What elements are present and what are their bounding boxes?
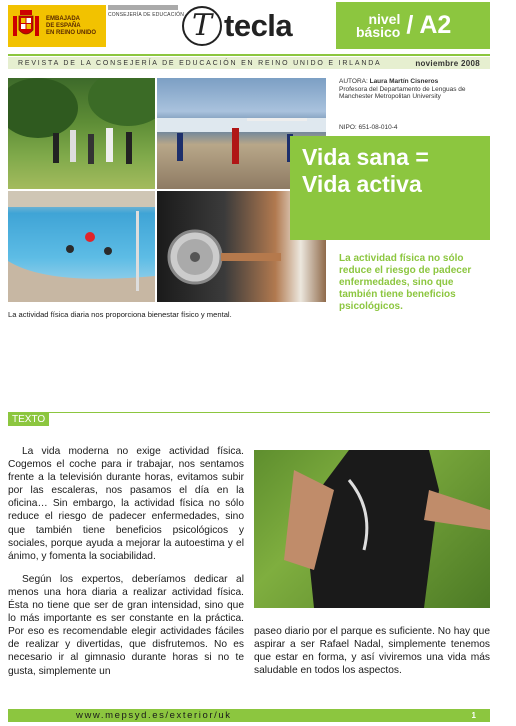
footer-bar — [8, 709, 490, 722]
author-label: AUTORA: — [339, 78, 368, 85]
revista-divider — [8, 54, 490, 56]
article-lead: La actividad física no sólo reduce el riesgo de padecer enfermedades, sino que también tiene beneficios psicológicos. — [339, 253, 472, 312]
header-gray-bar — [108, 5, 178, 10]
photo-swimming-pool — [8, 191, 155, 302]
photo-park-exercise — [8, 78, 155, 189]
text-column-left — [8, 445, 244, 688]
paragraph-1: La vida moderna no exige actividad física. Cogemos el coche para ir trabajar, nos sentamos frente a la televisión durante horas, evitamos subir por las escaleras, nos pasamos el día en la oficina… Sin embargo, la actividad física no sólo reduce el riesgo de padecer enfermedades, sino que también tiene beneficios psicológicos y sociales, porque ayuda a mejorar la autoestima y el ánimo, y fomenta la sociabilidad. — [8, 446, 244, 562]
tecla-t-icon: T — [182, 6, 222, 46]
level-code: / A2 — [406, 11, 452, 39]
revista-title: REVISTA DE LA CONSEJERÍA DE EDUCACIÓN EN REINO UNIDO E IRLANDA — [18, 59, 382, 67]
nipo-code: NIPO: 651-08-010-4 — [339, 124, 398, 131]
paragraph-3: paseo diario por el parque es suficiente. No hay que aspirar a ser Rafael Nadal, simplemente tenemos que estar en forma, y así viviremos una vida más saludable en todos los aspectos. — [254, 626, 490, 677]
consejeria-label: CONSEJERÍA DE EDUCACIÓN — [108, 12, 185, 18]
embassy-name: EMBAJADA DE ESPAÑA EN REINO UNIDO — [46, 15, 97, 36]
photo-collage — [8, 78, 326, 302]
tecla-logo — [182, 4, 317, 48]
author-role: Profesora del Departamento de Lenguas de Manchester Metropolitan University — [339, 85, 466, 100]
tecla-wordmark: tecla — [224, 8, 293, 43]
author-name: Laura Martín Cisneros — [369, 78, 439, 85]
footer-url[interactable]: www.mepsyd.es/exterior/uk — [76, 710, 232, 721]
section-label: TEXTO — [8, 413, 49, 426]
section-divider — [8, 412, 490, 413]
level-label: nivel básico — [356, 10, 401, 40]
author-block — [339, 78, 491, 101]
page-number: 1 — [471, 711, 476, 720]
photo-caption: La actividad física diaria nos proporciona bienestar físico y mental. — [8, 310, 232, 319]
revista-bar — [8, 57, 490, 69]
level-badge — [336, 2, 490, 49]
paragraph-2: Según los expertos, deberíamos dedicar al menos una hora diaria a realizar actividad física. Ésta no tiene que ser de gran intensidad, sino que lo más importante es ser constante en la práctica. Por eso es recomendable elegir actividades fáciles de realizar y divertidas, que disfrutemos. No es necesario ir al gimnasio durante horas si no te gusta, simplemente un — [8, 573, 244, 677]
article-title-box — [290, 136, 490, 240]
text-column-right — [254, 625, 490, 677]
coat-of-arms-icon — [12, 10, 40, 42]
article-title-line2: Vida activa — [302, 171, 422, 197]
issue-date: noviembre 2008 — [415, 58, 480, 68]
embassy-logo — [8, 5, 106, 47]
article-title-line1: Vida sana = — [302, 144, 429, 170]
photo-tennis-player — [254, 450, 490, 608]
